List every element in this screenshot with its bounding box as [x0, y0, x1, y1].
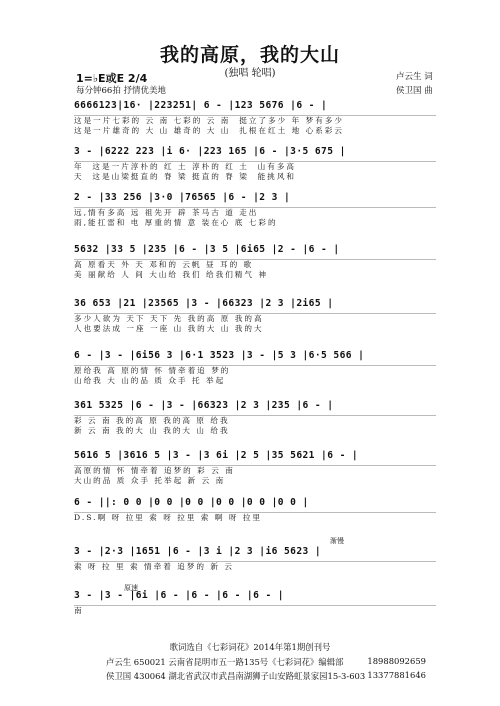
lyric-line: 高 原看天 外 天 邓和的 云帆 昼 耳的 歌 — [74, 260, 254, 269]
notation-line: 2 - |33 256 |3·0 |76565 |6 - |2 3 | — [74, 192, 436, 208]
a-tempo-mark: 原速 — [124, 584, 138, 592]
lyric-line: 年 这是一片淳朴的 红 土 淳朴的 红 土 山有多高 — [74, 162, 297, 171]
lyric-line: 新 云 南 我的大 山 我的大 山 给我 — [74, 426, 230, 435]
lyric-line: 原给我 高 原的情 怀 情牵着追 梦的 — [74, 366, 231, 375]
composer-phone: 13377881646 — [367, 670, 426, 680]
score-system — [74, 400, 436, 436]
notation-line: 361 5325 |6 - |3 - |66323 |2 3 |235 |6 - | — [74, 400, 436, 416]
notation-line: 3 - |6222 223 |i 6· |223 165 |6 - |3·5 675 | — [74, 146, 436, 162]
rubato-mark: 渐慢 — [330, 537, 344, 545]
score-system — [74, 298, 436, 334]
lyric-line: 南 — [74, 606, 84, 615]
score-system — [74, 546, 436, 572]
score-system — [74, 146, 436, 182]
notation-line: 6 - |3 - |6i56 3 |6·1 3523 |3 - |5 3 |6·5 566 | — [74, 350, 436, 366]
lyricist-credit: 卢云生 词 — [396, 72, 433, 82]
lyric-line: 索 呀 拉 里 索 情牵着 追梦的 新 云 — [74, 562, 235, 571]
lyric-line: 这是一片七彩的 云 南 七彩的 云 南 挺立了多少 年 梦有多少 — [74, 116, 344, 125]
notation-line: 3 - |2·3 |1651 |6 - |3 i |2 3 |i6 5623 | — [74, 546, 436, 562]
lyricist-address: 卢云生 650021 云南省昆明市五一路135号《七彩词花》编辑部 — [106, 657, 344, 667]
lyric-line: 大山的品 质 众手 托举起 新 云 南 — [74, 476, 226, 485]
footer-source: 歌词选自《七彩词花》2014年第1期创刊号 — [169, 642, 331, 652]
tempo-marking: 每分钟66拍 抒情优美地 — [76, 86, 167, 96]
lyric-line: 彩 云 南 我的高 原 我的高 原 给我 — [74, 416, 230, 425]
lyric-line: 美 丽献给 人 间 大山给 我们 给我们精气 神 — [74, 270, 268, 279]
notation-line: 5632 |33 5 |235 |6 - |3 5 |6i65 |2 - |6 - | — [74, 244, 436, 260]
lyric-line: 远,情有多高 远 祖先开 辟 茶马古 道 走出 — [74, 208, 259, 217]
score-system — [74, 497, 436, 523]
lyric-line: 山给我 大 山的品 质 众手 托 举起 — [74, 376, 226, 385]
score-system — [74, 450, 436, 486]
key-signature: 1=♭E或E 2/4 — [76, 72, 148, 85]
lyric-line: 这是一片雄奇的 大 山 雄奇的 大 山 扎根在红土 地 心系彩云 — [74, 126, 344, 135]
notation-line: 6666123|16· |223251| 6 - |123 5676 |6 - | — [74, 100, 436, 116]
composer-credit: 侯卫国 曲 — [396, 86, 433, 96]
composer-address: 侯卫国 430064 湖北省武汉市武昌南湖狮子山安路虹景家园15-3-603 — [106, 671, 366, 681]
score-system — [74, 192, 436, 228]
song-title: 我的高原，我的大山 — [159, 44, 340, 66]
lyricist-phone: 18988092659 — [367, 656, 426, 666]
notation-line: 5616 5 |3616 5 |3 - |3 6i |2 5 |35 5621 |6 - | — [74, 450, 436, 466]
lyric-line: 高原的情 怀 情牵着 追梦的 彩 云 南 — [74, 466, 235, 475]
lyric-line: 天 这是山梁挺直的 脊 梁 挺直的 脊 梁 能挑风和 — [74, 172, 297, 181]
notation-line: 36 653 |21 |23565 |3 - |66323 |2 3 |2i65 | — [74, 298, 436, 314]
score-system — [74, 590, 436, 616]
lyric-line: 多少人欲为 天下 天下 先 我的高 原 我的高 — [74, 314, 264, 323]
lyric-line: D.S.啊 呀 拉里 索 呀 拉里 索 啊 呀 拉里 — [74, 513, 263, 522]
score-system — [74, 244, 436, 280]
footer-composer-row — [106, 670, 426, 682]
footer-lyricist-row — [106, 656, 426, 668]
song-subtitle: (独唱 轮唱) — [224, 68, 276, 79]
notation-line: 3 - |3 - |6i |6 - |6 - |6 - |6 - | — [74, 590, 436, 606]
notation-line: 6 - ||: 0 0 |0 0 |0 0 |0 0 |0 0 |0 0 | — [74, 497, 436, 513]
score-system — [74, 350, 436, 386]
lyric-line: 人也要法成 一座 一座 山 我的大 山 我的大 — [74, 324, 264, 333]
score-system — [74, 100, 436, 136]
lyric-line: 雨,能扛雷和 电 厚重的情 意 装在心 底 七彩的 — [74, 218, 278, 227]
